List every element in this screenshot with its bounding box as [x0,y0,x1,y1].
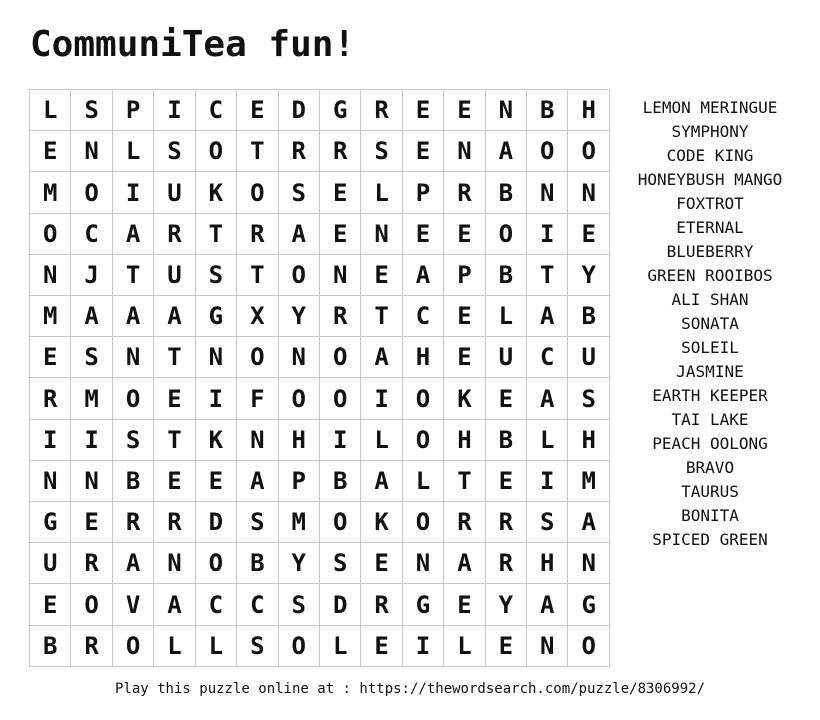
grid-cell[interactable]: A [113,296,154,337]
grid-cell[interactable]: B [237,543,278,584]
grid-cell[interactable]: C [71,214,112,255]
grid-cell[interactable]: N [196,337,237,378]
grid-cell[interactable]: E [444,337,485,378]
grid-cell[interactable]: B [527,90,568,131]
grid-cell[interactable]: L [113,131,154,172]
grid-cell[interactable]: L [486,296,527,337]
grid-cell[interactable]: I [30,420,71,461]
grid-cell[interactable]: N [154,543,195,584]
grid-cell[interactable]: K [444,378,485,419]
grid-cell[interactable]: I [196,378,237,419]
grid-cell[interactable]: T [237,131,278,172]
grid-cell[interactable]: Y [568,255,609,296]
word-list-item: ALI SHAN [671,290,749,309]
grid-cell[interactable]: D [196,502,237,543]
grid-cell[interactable]: R [113,502,154,543]
grid-cell[interactable]: O [30,214,71,255]
grid-cell[interactable]: N [568,543,609,584]
grid-cell[interactable]: R [71,543,112,584]
grid-cell[interactable]: E [444,214,485,255]
grid-cell[interactable]: H [568,420,609,461]
word-list-item: FOXTROT [676,194,744,213]
grid-cell[interactable]: O [403,420,444,461]
grid-cell[interactable]: K [361,502,402,543]
grid-cell[interactable]: M [30,172,71,213]
grid-cell[interactable]: M [30,296,71,337]
grid-cell[interactable]: E [30,584,71,625]
grid-cell[interactable]: T [154,337,195,378]
grid-cell[interactable]: H [279,420,320,461]
grid-cell[interactable]: O [568,626,609,667]
grid-cell[interactable]: M [568,461,609,502]
grid-cell[interactable]: E [568,214,609,255]
grid-cell[interactable]: N [568,172,609,213]
grid-cell[interactable]: A [237,461,278,502]
grid-cell[interactable]: I [71,420,112,461]
grid-cell[interactable]: R [154,214,195,255]
word-list-item: SONATA [681,314,739,333]
grid-cell[interactable]: S [279,172,320,213]
grid-cell[interactable]: E [30,337,71,378]
grid-cell[interactable]: S [71,90,112,131]
grid-cell[interactable]: R [486,543,527,584]
grid-cell[interactable]: T [196,214,237,255]
grid-cell[interactable]: R [361,584,402,625]
grid-cell[interactable]: E [154,461,195,502]
grid-cell[interactable]: A [444,543,485,584]
grid-cell[interactable]: K [196,420,237,461]
grid-cell[interactable]: N [30,255,71,296]
grid-cell[interactable]: H [527,543,568,584]
word-list-item: CODE KING [666,146,754,165]
grid-cell[interactable]: E [237,90,278,131]
grid-cell[interactable]: G [568,584,609,625]
grid-cell[interactable]: E [320,172,361,213]
grid-cell[interactable]: H [568,90,609,131]
grid-cell[interactable]: O [196,131,237,172]
grid-cell[interactable]: N [71,461,112,502]
grid-cell[interactable]: E [196,461,237,502]
grid-cell[interactable]: R [154,502,195,543]
grid-cell[interactable]: S [196,255,237,296]
grid-cell[interactable]: N [486,90,527,131]
grid-cell[interactable]: A [279,214,320,255]
grid-cell[interactable]: E [486,378,527,419]
grid-cell[interactable]: N [527,172,568,213]
grid-cell[interactable]: N [113,337,154,378]
grid-cell[interactable]: E [444,90,485,131]
grid-cell[interactable]: N [320,255,361,296]
grid-cell[interactable]: H [403,337,444,378]
grid-cell[interactable]: P [113,90,154,131]
word-list-item: ETERNAL [676,218,744,237]
grid-cell[interactable]: E [403,90,444,131]
grid-cell[interactable]: K [196,172,237,213]
grid-cell[interactable]: C [527,337,568,378]
grid-cell[interactable]: E [30,131,71,172]
grid-cell[interactable]: L [527,420,568,461]
grid-cell[interactable]: I [113,172,154,213]
grid-cell[interactable]: O [320,502,361,543]
grid-cell[interactable]: O [279,255,320,296]
grid-cell[interactable]: B [320,461,361,502]
word-list-item: SPICED GREEN [652,530,768,549]
grid-cell[interactable]: A [361,337,402,378]
grid-cell[interactable]: O [113,626,154,667]
grid-cell[interactable]: R [361,90,402,131]
grid-cell[interactable]: P [279,461,320,502]
word-list-item: TAURUS [681,482,739,501]
grid-cell[interactable]: S [568,378,609,419]
grid-cell[interactable]: G [403,584,444,625]
grid-cell[interactable]: E [361,626,402,667]
grid-cell[interactable]: O [279,378,320,419]
grid-cell[interactable]: A [527,584,568,625]
grid-cell[interactable]: E [403,214,444,255]
grid-cell[interactable]: N [403,543,444,584]
grid-cell[interactable]: Y [279,296,320,337]
word-list-item: HONEYBUSH MANGO [637,170,783,189]
grid-cell[interactable]: N [279,337,320,378]
grid-cell[interactable]: N [361,214,402,255]
grid-cell[interactable]: N [71,131,112,172]
grid-cell[interactable]: A [361,461,402,502]
grid-cell[interactable]: R [320,296,361,337]
grid-cell[interactable]: S [237,626,278,667]
grid-cell[interactable]: O [237,172,278,213]
grid-cell[interactable]: N [527,626,568,667]
grid-cell[interactable]: U [486,337,527,378]
grid-cell[interactable]: L [196,626,237,667]
grid-cell[interactable]: U [30,543,71,584]
grid-cell[interactable]: J [71,255,112,296]
grid-cell[interactable]: R [444,172,485,213]
grid-cell[interactable]: E [361,543,402,584]
grid-cell[interactable]: T [154,420,195,461]
grid-cell[interactable]: U [154,255,195,296]
grid-cell[interactable]: A [71,296,112,337]
grid-cell[interactable]: L [361,420,402,461]
grid-cell[interactable]: L [154,626,195,667]
grid-cell[interactable]: T [444,461,485,502]
grid-cell[interactable]: O [279,626,320,667]
grid-cell[interactable]: P [403,172,444,213]
grid-cell[interactable]: I [361,378,402,419]
grid-cell[interactable]: A [154,296,195,337]
grid-cell[interactable]: L [361,172,402,213]
grid-cell[interactable]: E [71,502,112,543]
grid-cell[interactable]: G [196,296,237,337]
grid-cell[interactable]: A [113,214,154,255]
word-list-item: PEACH OOLONG [652,434,768,453]
grid-cell[interactable]: V [113,584,154,625]
word-list-item: LEMON MERINGUE [642,98,778,117]
grid-cell[interactable]: P [444,255,485,296]
grid-cell[interactable]: E [361,255,402,296]
grid-cell[interactable]: I [527,214,568,255]
grid-cell[interactable]: E [486,461,527,502]
grid-cell[interactable]: M [71,378,112,419]
grid-cell[interactable]: A [527,296,568,337]
word-list-item: SOLEIL [681,338,739,357]
grid-cell[interactable]: H [444,420,485,461]
grid-cell[interactable]: E [154,378,195,419]
grid-cell[interactable]: O [71,172,112,213]
grid-cell[interactable]: R [486,502,527,543]
grid-cell[interactable]: O [568,131,609,172]
grid-cell[interactable]: O [320,378,361,419]
grid-cell[interactable]: B [113,461,154,502]
grid-cell[interactable]: O [320,337,361,378]
grid-cell[interactable]: A [527,378,568,419]
grid-cell[interactable]: N [237,420,278,461]
grid-cell[interactable]: D [320,584,361,625]
grid-cell[interactable]: R [30,378,71,419]
grid-cell[interactable]: F [237,378,278,419]
grid-cell[interactable]: A [403,255,444,296]
word-list-item: EARTH KEEPER [652,386,768,405]
word-list-item: SYMPHONY [671,122,749,141]
grid-cell[interactable]: S [154,131,195,172]
word-list-item: TAI LAKE [671,410,749,429]
grid-cell[interactable]: T [361,296,402,337]
grid-cell[interactable]: O [71,584,112,625]
grid-cell[interactable]: O [403,502,444,543]
grid-cell[interactable]: S [71,337,112,378]
grid-cell[interactable]: S [113,420,154,461]
grid-cell[interactable]: R [320,131,361,172]
grid-cell[interactable]: A [154,584,195,625]
grid-cell[interactable]: I [320,420,361,461]
grid-cell[interactable]: E [486,626,527,667]
grid-cell[interactable]: L [30,90,71,131]
grid-cell[interactable]: D [279,90,320,131]
word-list-item: BRAVO [685,458,735,477]
grid-cell[interactable]: B [568,296,609,337]
grid-cell[interactable]: L [320,626,361,667]
grid-cell[interactable]: O [527,131,568,172]
grid-cell[interactable]: C [237,584,278,625]
grid-cell[interactable]: I [154,90,195,131]
word-list-item: BONITA [681,506,739,525]
grid-cell[interactable]: C [196,90,237,131]
grid-cell[interactable]: O [403,378,444,419]
puzzle-title: CommuniTea fun! [30,24,356,65]
grid-cell[interactable]: R [444,502,485,543]
letter-grid [29,89,610,667]
grid-cell[interactable]: O [196,543,237,584]
grid-cell[interactable]: B [30,626,71,667]
grid-cell[interactable]: T [527,255,568,296]
grid-cell[interactable]: A [113,543,154,584]
grid-cell[interactable]: B [486,172,527,213]
grid-cell[interactable]: G [320,90,361,131]
grid-cell[interactable]: C [196,584,237,625]
grid-cell[interactable]: E [320,214,361,255]
grid-cell[interactable]: S [527,502,568,543]
grid-cell[interactable]: E [403,131,444,172]
grid-cell[interactable]: L [444,626,485,667]
grid-cell[interactable]: G [30,502,71,543]
grid-cell[interactable]: O [113,378,154,419]
grid-cell[interactable]: O [486,214,527,255]
word-list [620,96,800,552]
grid-cell[interactable]: E [444,584,485,625]
grid-cell[interactable]: Y [279,543,320,584]
word-list-item: GREEN ROOIBOS [647,266,773,285]
grid-cell[interactable]: O [237,337,278,378]
grid-cell[interactable]: S [361,131,402,172]
grid-cell[interactable]: A [568,502,609,543]
grid-cell[interactable]: L [403,461,444,502]
word-list-item: JASMINE [676,362,744,381]
grid-cell[interactable]: I [527,461,568,502]
grid-cell[interactable]: B [486,255,527,296]
grid-cell[interactable]: N [30,461,71,502]
grid-cell[interactable]: U [568,337,609,378]
grid-cell[interactable]: A [486,131,527,172]
grid-cell[interactable]: C [403,296,444,337]
grid-cell[interactable]: S [320,543,361,584]
grid-cell[interactable]: M [279,502,320,543]
footer-url-text: Play this puzzle online at : https://thewordsearch.com/puzzle/8306992/ [114,681,705,697]
grid-cell[interactable]: R [71,626,112,667]
grid-cell[interactable]: E [444,296,485,337]
grid-cell[interactable]: T [237,255,278,296]
grid-cell[interactable]: R [279,131,320,172]
grid-cell[interactable]: U [154,172,195,213]
grid-cell[interactable]: Y [486,584,527,625]
grid-cell[interactable]: B [486,420,527,461]
grid-cell[interactable]: S [237,502,278,543]
grid-cell[interactable]: I [403,626,444,667]
grid-cell[interactable]: N [444,131,485,172]
grid-cell[interactable]: R [237,214,278,255]
grid-cell[interactable]: S [279,584,320,625]
grid-cell[interactable]: T [113,255,154,296]
word-list-item: BLUEBERRY [666,242,754,261]
grid-cell[interactable]: X [237,296,278,337]
